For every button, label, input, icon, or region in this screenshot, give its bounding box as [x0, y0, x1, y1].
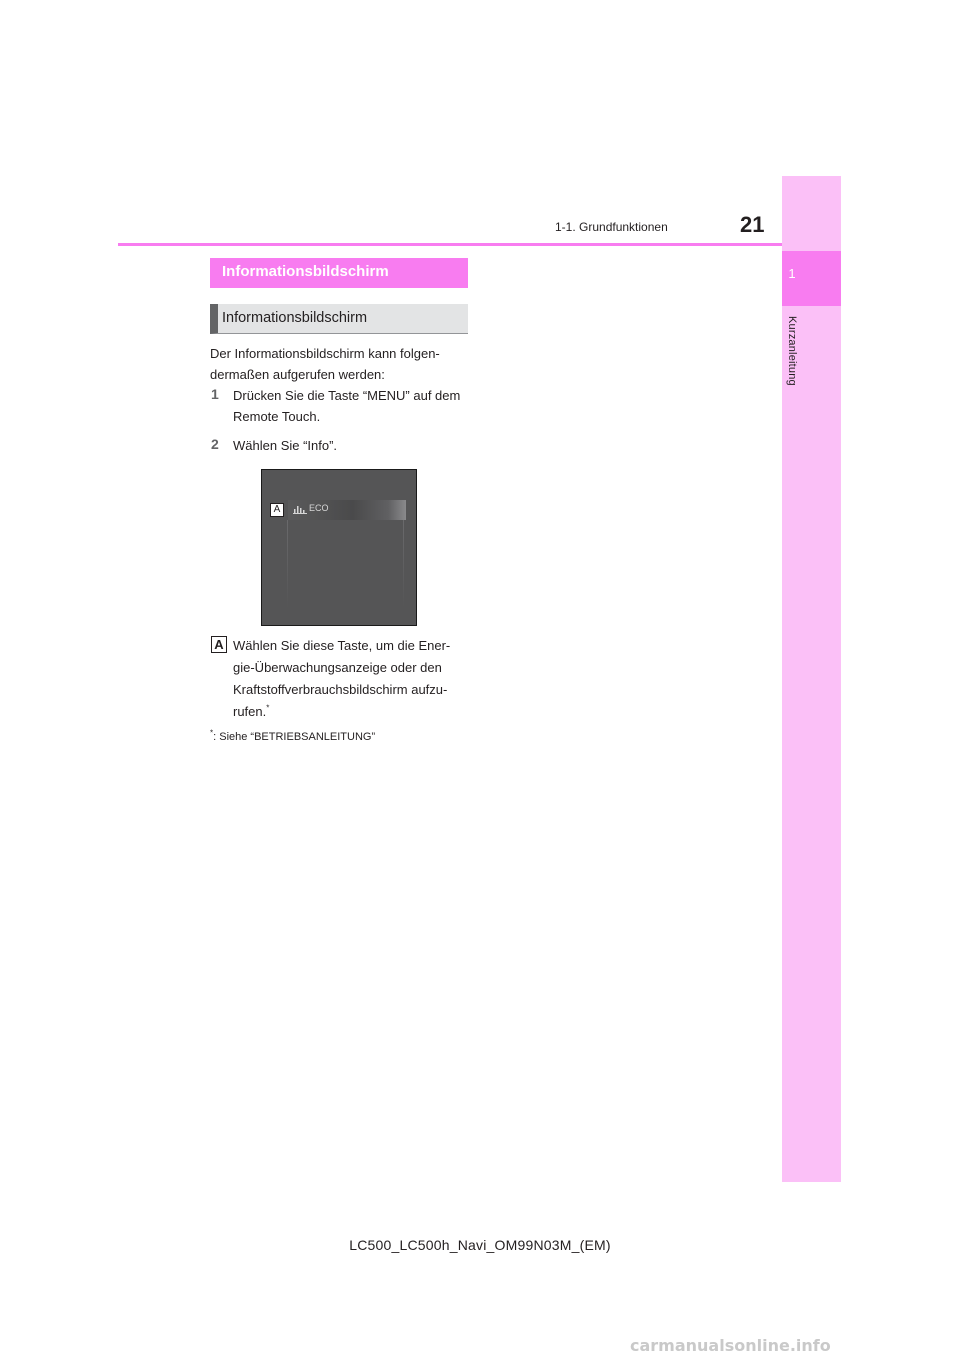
sub-heading [210, 304, 468, 334]
step-text: Wählen Sie “Info”. [233, 438, 338, 453]
intro-paragraph: Der Informationsbildschirm kann folgen-dermaßen aufgerufen werden: [210, 346, 440, 382]
callout-marker: A [211, 636, 227, 653]
sub-heading-text: Informationsbildschirm [222, 310, 368, 326]
footnote-mark: * [210, 728, 214, 738]
step-text: Drücken Sie die Taste “MENU” auf dem Remote Touch. [233, 388, 461, 424]
watermark: carmanualsonline.info [630, 1336, 831, 1355]
footnote-text: : Siehe “BETRIEBSANLEITUNG” [213, 731, 376, 743]
callout-text [233, 635, 468, 723]
bar-chart-icon [293, 504, 307, 514]
screen-divider [287, 520, 288, 608]
chapter-number: 1 [788, 266, 796, 281]
footnote [210, 728, 376, 743]
eco-button-label: ECO [309, 503, 329, 513]
main-heading-text: Informationsbildschirm [222, 263, 389, 280]
screen-divider [403, 520, 404, 608]
step-number: 2 [211, 436, 219, 452]
screen-marker: A [270, 503, 284, 517]
main-heading [210, 258, 468, 288]
document-id: LC500_LC500h_Navi_OM99N03M_(EM) [349, 1237, 611, 1253]
header-rule [118, 243, 782, 246]
footnote-ref: * [266, 703, 270, 713]
step-number: 1 [211, 386, 219, 402]
callout-body: Wählen Sie diese Taste, um die Ener-gie-Überwachungsanzeige oder den Kraftstoffverbrauchsbildschirm aufzu-rufen. [233, 638, 451, 719]
section-title: 1-1. Grundfunktionen [555, 220, 668, 234]
page-number: 21 [740, 212, 765, 237]
info-screen-illustration [261, 469, 417, 626]
chapter-label: Kurzanleitung [786, 316, 798, 386]
